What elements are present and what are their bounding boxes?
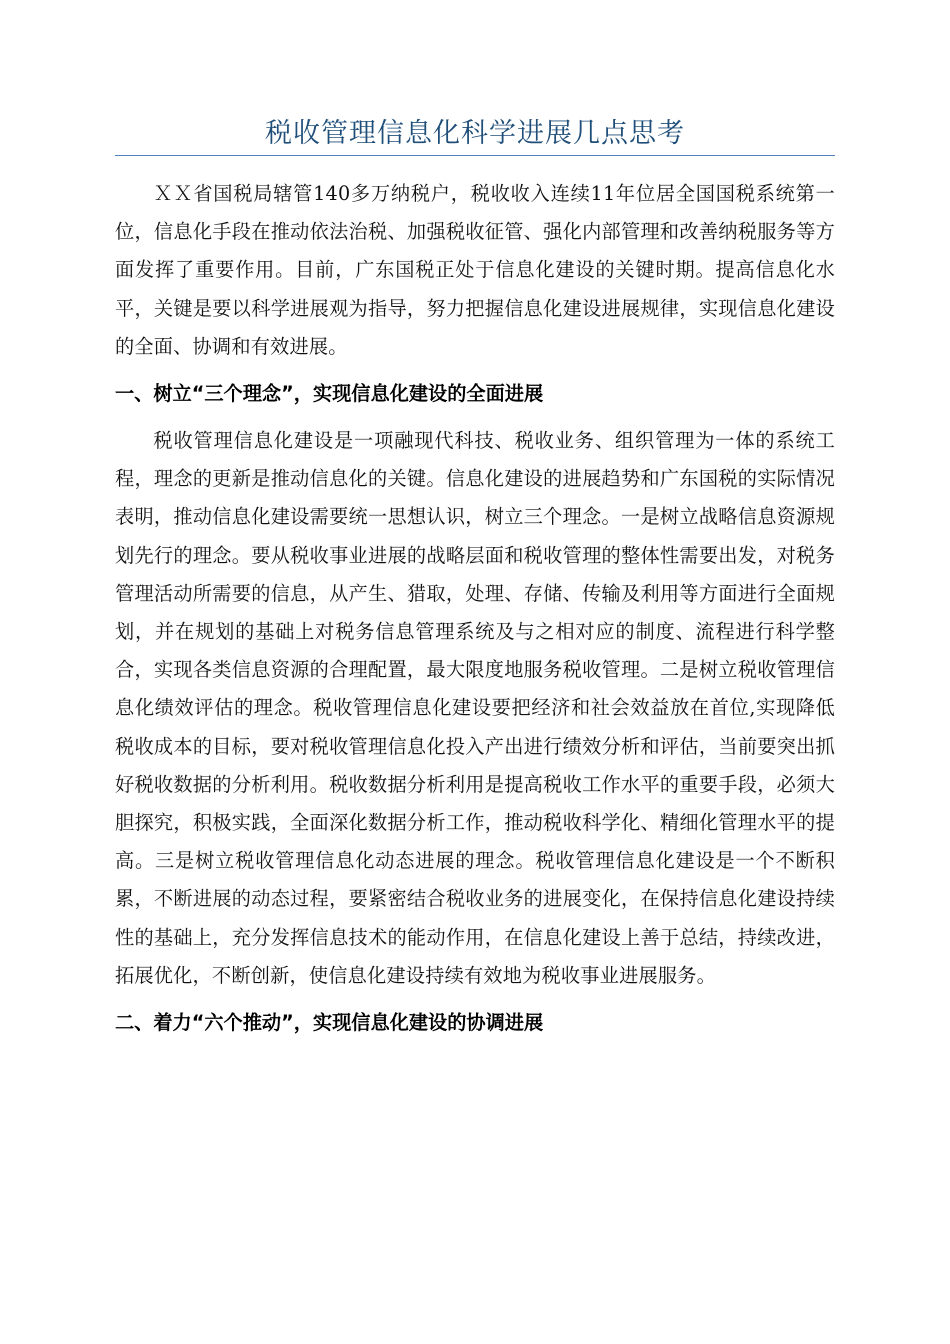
document-body (115, 175, 835, 1042)
document-title: 税收管理信息化科学进展几点思考 (265, 118, 685, 149)
section-2-heading: 二、着力“六个推动”，实现信息化建设的协调进展 (115, 1011, 544, 1035)
section-1-heading: 一、树立“三个理念”，实现信息化建设的全面进展 (115, 382, 544, 406)
intro-paragraph: ＸＸ省国税局辖管140多万纳税户，税收收入连续11年位居全国国税系统第一位，信息化手段在推动依法治税、加强税收征管、强化内部管理和改善纳税服务等方面发挥了重要作用。目前，广东国税正处于信息化建设的关键时期。提高信息化水平，关键是要以科学进展观为指导，努力把握信息化建设进展规律，实现信息化建设的全面、协调和有效进展。 (115, 182, 835, 358)
title-underline (115, 155, 835, 156)
spacer (115, 995, 835, 1004)
spacer (115, 413, 835, 422)
spacer (115, 366, 835, 375)
section-1-paragraph: 税收管理信息化建设是一项融现代科技、税收业务、组织管理为一体的系统工程，理念的更新是推动信息化的关键。信息化建设的进展趋势和广东国税的实际情况表明，推动信息化建设需要统一思想认识，树立三个理念。一是树立战略信息资源规划先行的理念。要从税收事业进展的战略层面和税收管理的整体性需要出发，对税务管理活动所需要的信息，从产生、猎取，处理、存储、传输及利用等方面进行全面规划，并在规划的基础上对税务信息管理系统及与之相对应的制度、流程进行科学整合，实现各类信息资源的合理配置，最大限度地服务税收管理。二是树立税收管理信息化绩效评估的理念。税收管理信息化建设要把经济和社会效益放在首位,实现降低税收成本的目标，要对税收管理信息化投入产出进行绩效分析和评估，当前要突出抓好税收数据的分析利用。税收数据分析利用是提高税收工作水平的重要手段，必须大胆探究，积极实践，全面深化数据分析工作，推动税收科学化、精细化管理水平的提高。三是树立税收管理信息化动态进展的理念。税收管理信息化建设是一个不断积累，不断进展的动态过程，要紧密结合税收业务的进展变化，在保持信息化建设持续性的基础上，充分发挥信息技术的能动作用，在信息化建设上善于总结，持续改进，拓展优化，不断创新，使信息化建设持续有效地为税收事业进展服务。 (115, 429, 835, 987)
